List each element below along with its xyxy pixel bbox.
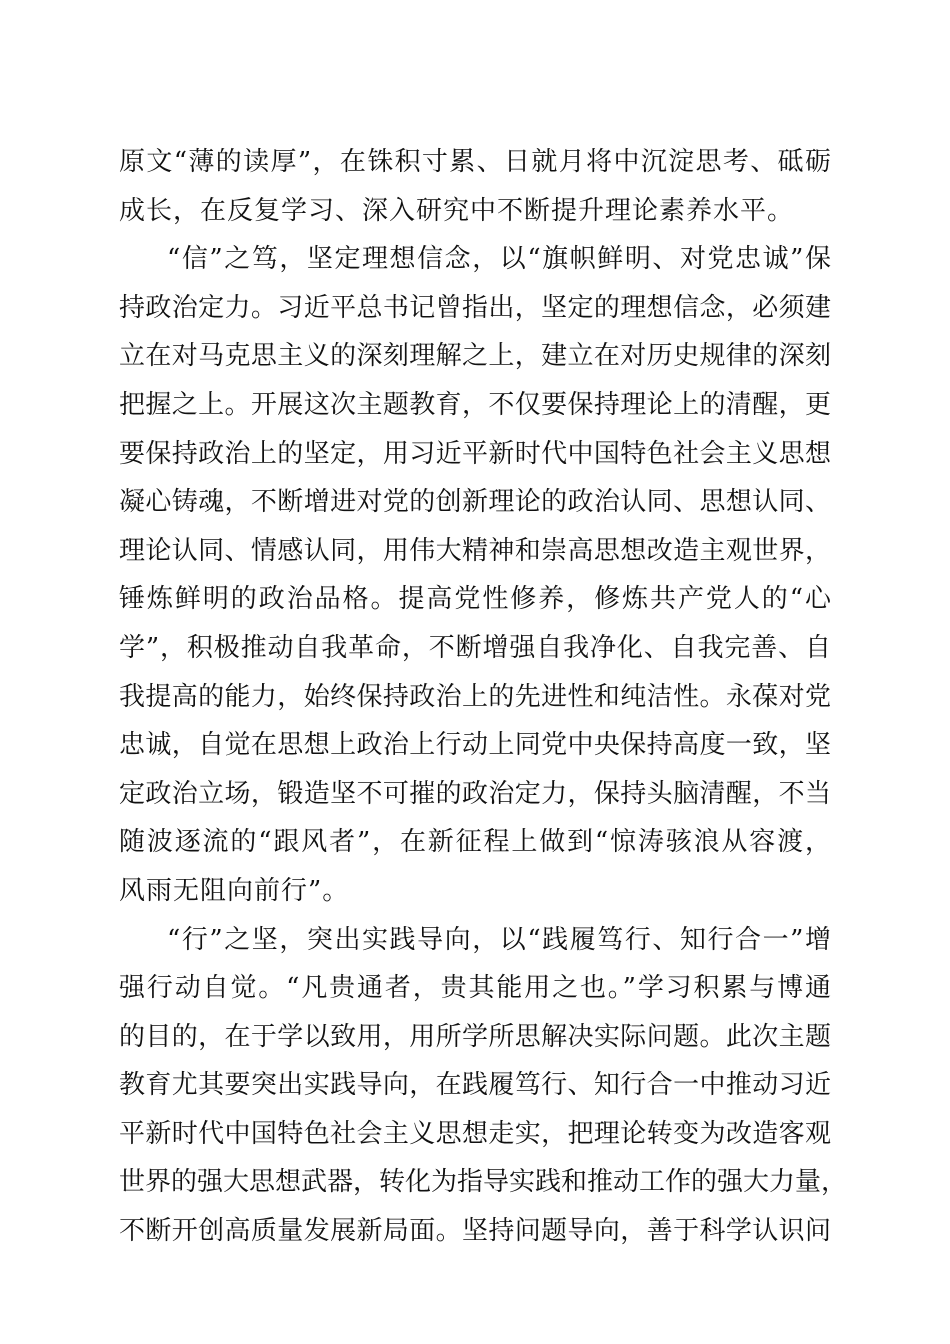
- text-line: 强行动自觉。“凡贵通者，贵其能用之也。”学习积累与博通: [119, 973, 831, 1004]
- text-line: 成长，在反复学习、深入研究中不断提升理论素养水平。: [119, 195, 795, 226]
- text-line: 理论认同、情感认同，用伟大精神和崇高思想改造主观世界，: [119, 535, 831, 566]
- text-line: 要保持政治上的坚定，用习近平新时代中国特色社会主义思想: [119, 438, 831, 469]
- text-line: 世界的强大思想武器，转化为指导实践和推动工作的强大力量，: [119, 1167, 848, 1198]
- text-line: 把握之上。开展这次主题教育，不仅要保持理论上的清醒，更: [119, 389, 831, 420]
- text-line: 立在对马克思主义的深刻理解之上，建立在对历史规律的深刻: [119, 341, 831, 372]
- text-line: 锤炼鲜明的政治品格。提高党性修养，修炼共产党人的“心: [119, 584, 831, 615]
- text-line: 持政治定力。习近平总书记曾指出，坚定的理想信念，必须建: [119, 292, 831, 323]
- text-line: “行”之坚，突出实践导向，以“践履笃行、知行合一”增: [167, 924, 831, 955]
- text-line: 我提高的能力，始终保持政治上的先进性和纯洁性。永葆对党: [119, 681, 831, 712]
- text-line: 教育尤其要突出实践导向，在践履笃行、知行合一中推动习近: [119, 1070, 831, 1101]
- text-line: 定政治立场，锻造坚不可摧的政治定力，保持头脑清醒，不当: [119, 778, 831, 809]
- text-line: 的目的，在于学以致用，用所学所思解决实际问题。此次主题: [119, 1021, 831, 1052]
- text-line: 原文“薄的读厚”，在铢积寸累、日就月将中沉淀思考、砥砺: [119, 147, 831, 177]
- text-line: 凝心铸魂，不断增进对党的创新理论的政治认同、思想认同、: [119, 487, 831, 518]
- document-body: [119, 138, 848, 1256]
- text-line: “信”之笃，坚定理想信念，以“旗帜鲜明、对党忠诚”保: [167, 244, 831, 275]
- text-line: 学”，积极推动自我革命，不断增强自我净化、自我完善、自: [119, 632, 831, 663]
- text-line: 不断开创高质量发展新局面。坚持问题导向，善于科学认识问: [119, 1216, 831, 1247]
- text-line: 忠诚，自觉在思想上政治上行动上同党中央保持高度一致，坚: [119, 730, 831, 761]
- text-line: 随波逐流的“跟风者”，在新征程上做到“惊涛骇浪从容渡，: [119, 827, 831, 858]
- text-line: 平新时代中国特色社会主义思想走实，把理论转变为改造客观: [119, 1118, 831, 1149]
- text-line: 风雨无阻向前行”。: [119, 875, 350, 906]
